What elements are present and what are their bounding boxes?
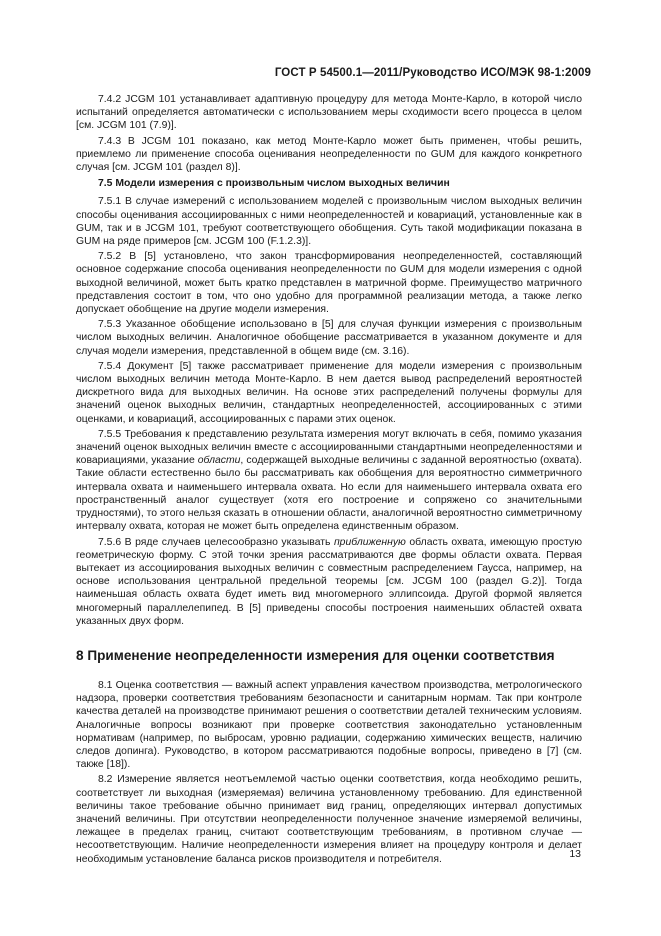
document-header: ГОСТ Р 54500.1—2011/Руководство ИСО/МЭК 98-1:2009 xyxy=(274,67,591,79)
paragraph-7-5-5-part-a: 7.5.5 Требования к представлению результата измерения могут включать в себя, помимо указания значений оценок выходных величин вместе с ассоциированными стандартными неопределенностями и ковариациями, указание xyxy=(76,428,582,467)
paragraph-7-5-6 xyxy=(76,536,582,628)
paragraph-7-5-6-part-a: 7.5.6 В ряде случаев целесообразно указывать xyxy=(98,536,334,548)
paragraph-7-4-2: 7.4.2 JCGM 101 устанавливает адаптивную процедуру для метода Монте-Карло, в которой число испытаний определяется автоматически с использованием меры сходимости всего процесса в целом [см. JCGM 101 (7.9)]. xyxy=(76,94,582,132)
paragraph-7-5-6-part-b: область охвата, имеющую простую геометрическую форму. С этой точки зрения рассматриваются две формы области охвата. Первая вытекает из ассоциирования выходных величин с совместным распределением Гаусса, например, на основе использования центральной предельной теоремы [см. JCGM 100 (раздел G.2)]. Тогда наименьшая область охвата будет иметь вид многомерного эллипсоида. Другой формой является многомерный параллелепипед. В [5] приведены способы построения наименьших областей охвата указанных двух форм. xyxy=(76,536,582,627)
paragraph-7-5-1: 7.5.1 В случае измерений с использованием моделей с произвольным числом выходных величин способы оценивания ассоциированных с ними неопределенностей и ковариаций, установленные как в GUM, так и в JCGM 101, требуют соответствующего обобщения. Суть такой модификации показана в GUM на ряде примеров [см. JCGM 100 (F.1.2.3)]. xyxy=(76,196,582,248)
section-heading-8: 8 Применение неопределенности измерения для оценки соответствия xyxy=(76,647,555,663)
subsection-heading-7-5: 7.5 Модели измерения с произвольным числом выходных величин xyxy=(98,178,450,190)
paragraph-7-5-5 xyxy=(76,428,582,534)
paragraph-7-4-3: 7.4.3 В JCGM 101 показано, как метод Монте-Карло может быть применен, чтобы решить, приемлемо ли применение способа оценивания неопределенности по GUM для каждого конкретного случая [см. JCGM 101 (раздел 8)]. xyxy=(76,135,582,174)
paragraph-8-1: 8.1 Оценка соответствия — важный аспект управления качеством производства, метрологического надзора, проверки соответствия требованиям безопасности и санитарным нормам. Так при контроле качества деталей на производстве принимают решения о соответствии деталей техническим условиям. Аналогичные вопросы возникают при проверке соответствия законодательно установленным нормативам (например, по выбросам, уровню радиации, содержанию химических веществ, наличию следов допинга). Руководство, в котором рассматриваются подобные вопросы, приведено в [7] (см. также [18]). xyxy=(76,679,582,771)
paragraph-7-5-6-emphasis: приближенную xyxy=(333,536,406,548)
paragraph-7-5-3: 7.5.3 Указанное обобщение использовано в [5] для случая функции измерения с произвольным числом выходных величин. Аналогичное обобщение рассматривается в указанном документе и для случая модели измерения, представленной в общем виде (см. 3.16). xyxy=(76,319,582,357)
paragraph-7-5-5-emphasis: области xyxy=(197,455,241,467)
paragraph-7-5-4: 7.5.4 Документ [5] также рассматривает применение для модели измерения с произвольным числом выходных величин метода Монте-Карло. В нем дается вывод распределений вероятностей дискретного вида для выходных величин. На основе этих распределений получены формулы для значений оценок выходных величин, стандартных неопределенностей, ассоциированных с этими оценками, и ковариаций, ассоциированных с парами этих оценок. xyxy=(76,360,582,425)
paragraph-7-5-2: 7.5.2 В [5] установлено, что закон трансформирования неопределенностей, составляющий основное содержание способа оценивания неопределенности по GUM для модели измерения с одной выходной величиной, может быть кратко представлен в матричной форме. Преимущество матричного представления состоит в том, что оно удобно для программной реализации метода, а также легко допускает обобщение на другие модели измерения. xyxy=(76,251,582,316)
page-number: 13 xyxy=(569,848,581,860)
paragraph-7-5-5-part-b: , содержащей выходные величины с заданной вероятностью (охвата). Такие области естественно было бы рассматривать как обобщения для вероятностно симметричного интервала охвата и наименьшего интервала охвата. Но если для наименьшего интервала охвата его пространственный аналог существует (хотя его построение и сопряжено со значительными трудностями), то этого нельзя сказать в отношении области, аналогичной вероятностно симметричному интервалу охвата, которая не может быть определена единственным образом. xyxy=(76,455,582,533)
document-body xyxy=(76,93,582,868)
paragraph-8-2: 8.2 Измерение является неотъемлемой частью оценки соответствия, когда необходимо решить, соответствует ли выходная (измеряемая) величина установленному требованию. Для единственной величины такое требование обычно принимает вид границ, определяющих интервал допустимых значений величины. При отсутствии неопределенности полученное значение измеряемой величины, лежащее в пределах границ, считают соответствующим требованиям, в противном случае — несоответствующим. Наличие неопределенности измерения влияет на процедуру контроля и делает необходимым установление баланса рисков производителя и потребителя. xyxy=(76,774,582,865)
